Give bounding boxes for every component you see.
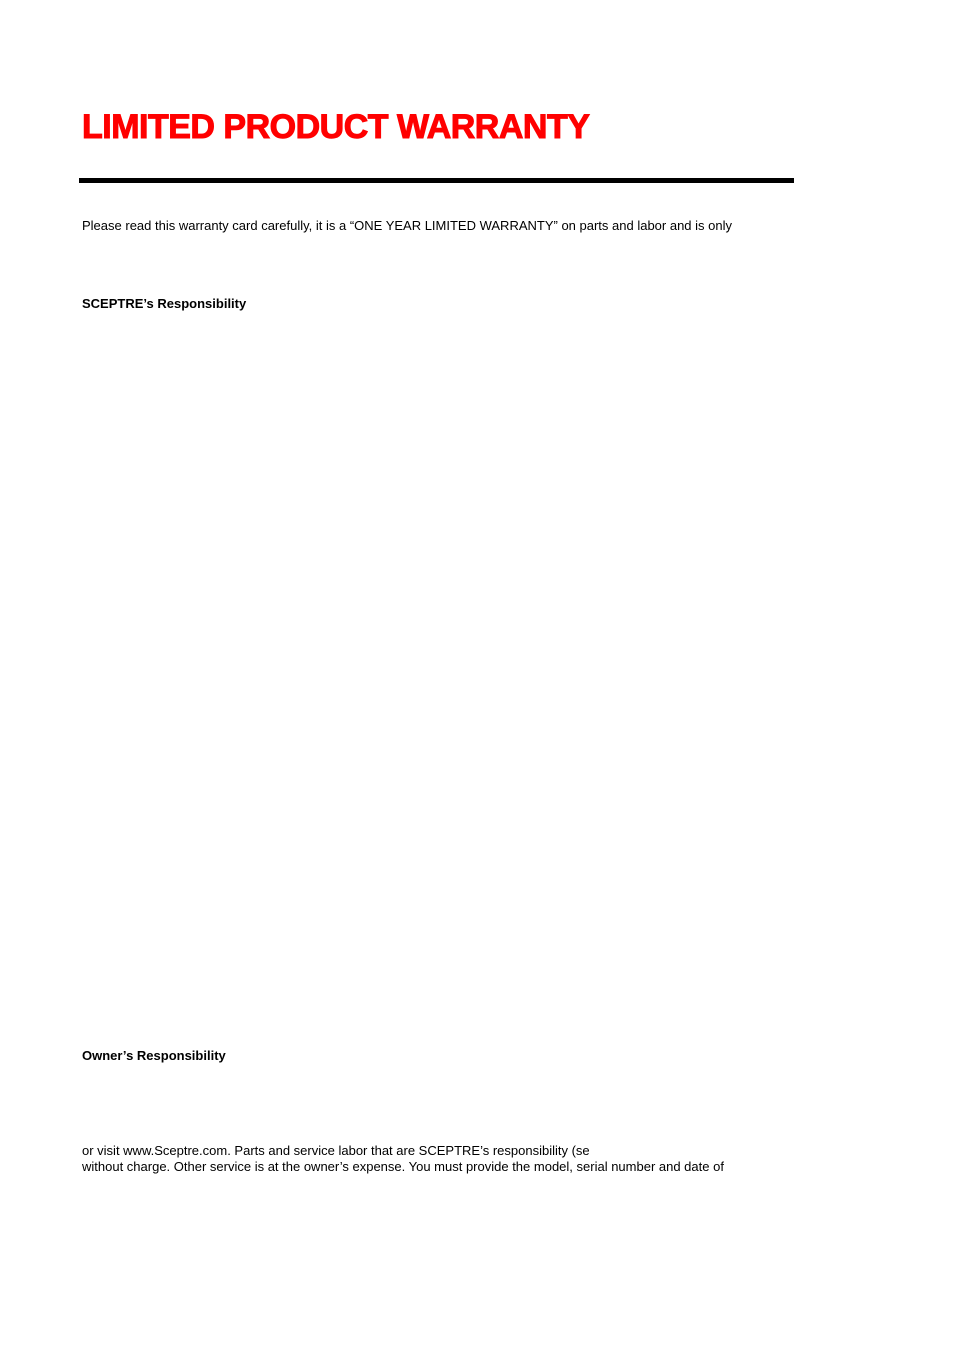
owner-paragraph-line-2: without charge. Other service is at the owner’s expense. You must provide the model, serial number and date of [82,1159,724,1174]
intro-paragraph: Please read this warranty card carefully, it is a “ONE YEAR LIMITED WARRANTY” on parts and labor and is only [82,218,732,233]
page-title: LIMITED PRODUCT WARRANTY [82,108,590,146]
owner-responsibility-heading: Owner’s Responsibility [82,1048,226,1063]
owner-paragraph-line-1: or visit www.Sceptre.com. Parts and service labor that are SCEPTRE’s responsibility (se [82,1143,590,1158]
title-divider [79,178,794,183]
sceptre-responsibility-heading: SCEPTRE’s Responsibility [82,296,247,311]
